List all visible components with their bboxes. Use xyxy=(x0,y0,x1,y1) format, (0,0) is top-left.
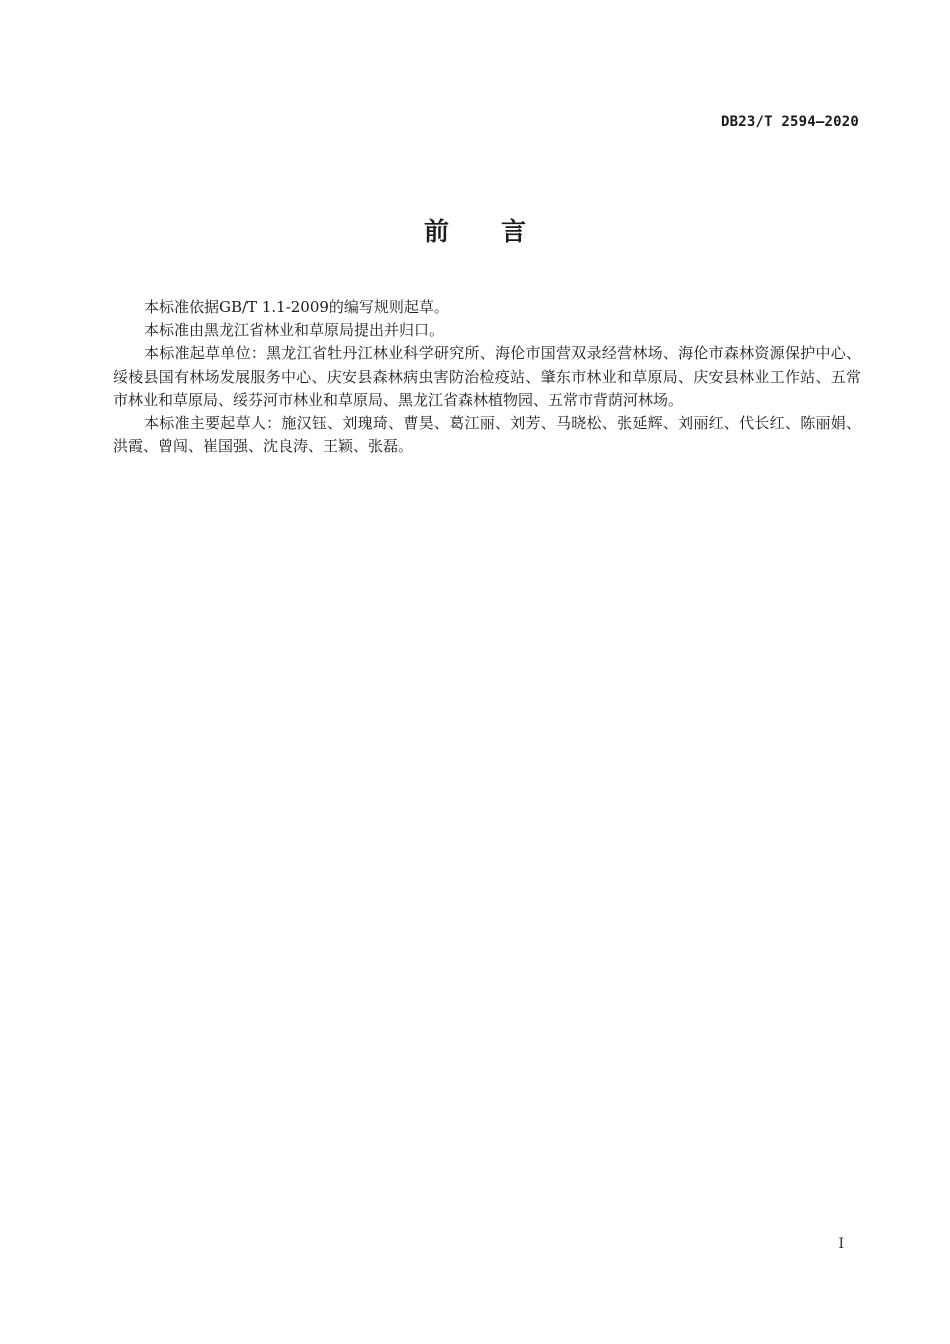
paragraph-proposer: 本标准由黑龙江省林业和草原局提出并归口。 xyxy=(144,321,445,340)
page-title: 前言 xyxy=(423,217,578,246)
paragraph-drafting-rules: 本标准依据GB/T 1.1-2009的编写规则起草。 xyxy=(144,298,449,316)
page-number: I xyxy=(838,1236,844,1252)
standard-number: DB23/T 2594—2020 xyxy=(720,114,859,130)
paragraph-drafting-units: 本标准起草单位：黑龙江省牡丹江林业科学研究所、海伦市国营双录经营林场、海伦市森林资源保护中心、绥棱县国有林场发展服务中心、庆安县森林病虫害防治检疫站、肇东市林业和草原局、庆安县林业工作站、五常市林业和草原局、绥芬河市林业和草原局、黑龙江省森林植物园、五常市背荫河林场。 xyxy=(113,344,861,409)
paragraph-drafters: 本标准主要起草人：施汉钰、刘瑰琦、曹昊、葛江丽、刘芳、马晓松、张延辉、刘丽红、代长红、陈丽娟、洪霞、曾闯、崔国强、沈良涛、王颖、张磊。 xyxy=(113,414,861,456)
preface-body xyxy=(113,296,861,458)
